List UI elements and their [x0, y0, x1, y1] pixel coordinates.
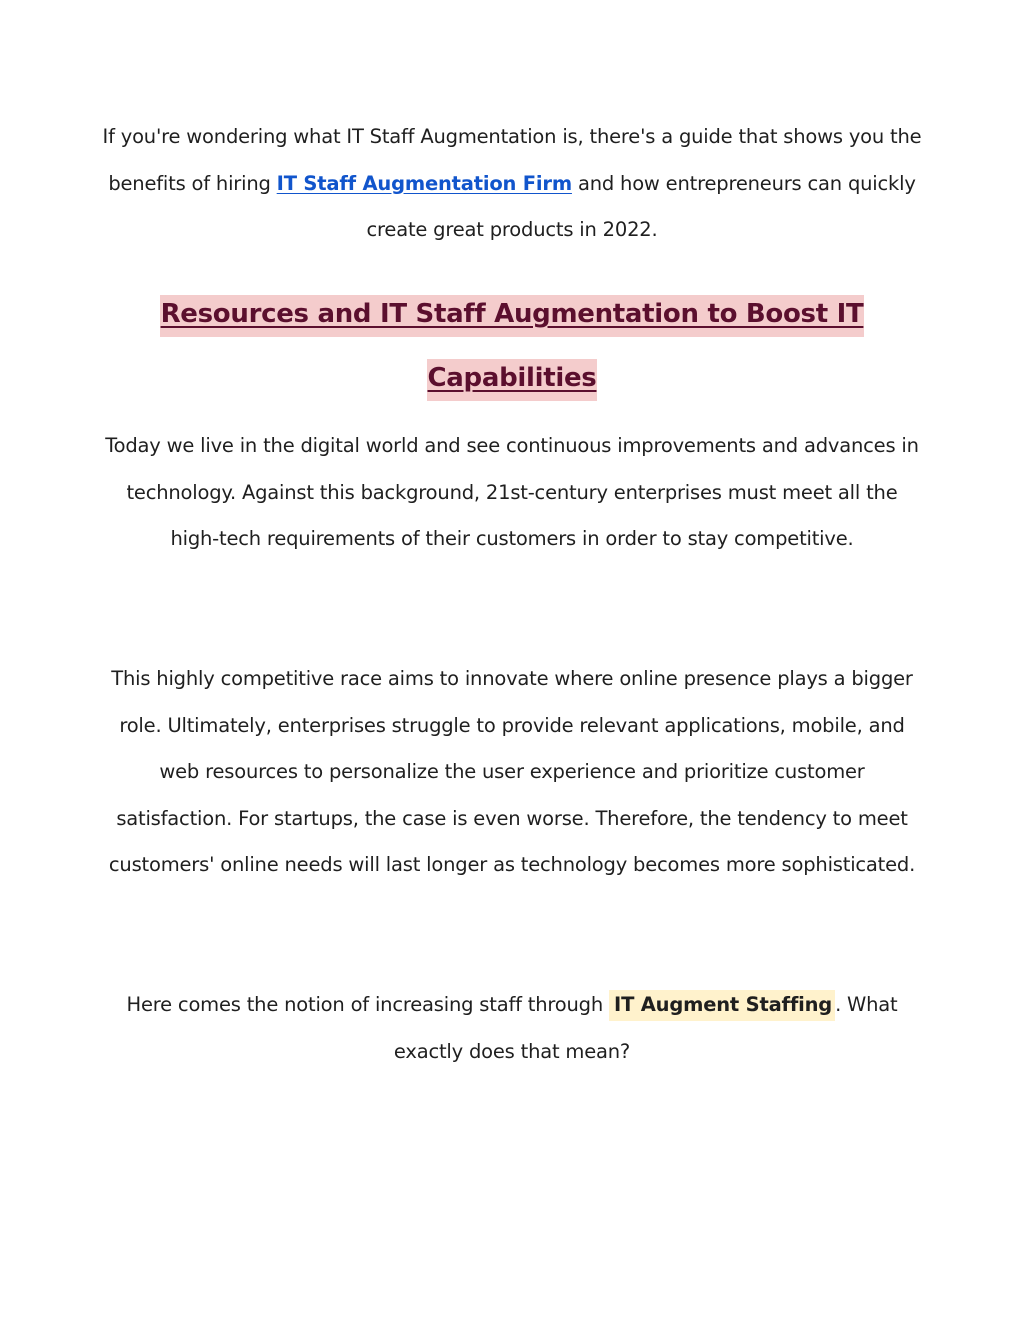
paragraph3-text-start: Here comes the notion of increasing staff through	[126, 993, 610, 1016]
paragraph-competitive-race: This highly competitive race aims to innovate where online presence plays a bigger role. Ultimately, enterprises struggle to provide relevant applications, mobile, and web resources to personalize the user experience and prioritize customer satisfaction. For startups, the case is even worse. Therefore, the tendency to meet customers' online needs will last longer as technology becomes more sophisticated.	[108, 667, 916, 876]
intro-text-end: and how entrepreneurs can quickly create great products in 2022.	[366, 171, 916, 241]
staff-augmentation-firm-link[interactable]: IT Staff Augmentation Firm	[276, 171, 572, 195]
section-heading-line1: Resources and IT Staff Augmentation to Boost IT	[160, 295, 865, 337]
intro-paragraph	[100, 114, 924, 254]
section-heading-line2: Capabilities	[427, 359, 598, 401]
paragraph-digital-world: Today we live in the digital world and see continuous improvements and advances in technology. Against this background, 21st-century enterprises must meet all the high-tech requirements of their customers in order to stay competitive.	[105, 434, 919, 550]
it-augment-staffing-highlight[interactable]: IT Augment Staffing	[609, 990, 835, 1021]
section-heading	[100, 282, 924, 410]
intro-text-start: If you're wondering what IT Staff Augmentation is, there's a guide that shows you the benefits of hiring	[102, 125, 922, 195]
paragraph3-text-end: . What exactly does that mean?	[393, 993, 898, 1063]
paragraph-staff-notion	[100, 982, 924, 1075]
